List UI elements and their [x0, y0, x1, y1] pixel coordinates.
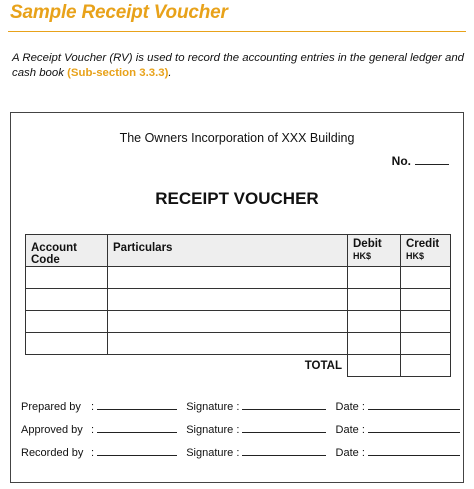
total-label: TOTAL	[304, 359, 342, 372]
date-label: Date	[335, 424, 359, 436]
particulars-cell[interactable]	[108, 311, 348, 333]
prepared-signature-field[interactable]	[242, 399, 326, 410]
credit-cell[interactable]	[401, 333, 451, 355]
total-row	[26, 355, 451, 377]
ledger-header-row	[26, 235, 451, 267]
debit-unit: HK$	[353, 251, 372, 261]
total-credit-cell[interactable]	[401, 355, 451, 377]
signature-label: Signature	[186, 401, 234, 413]
role-label: Recorded by	[21, 447, 84, 459]
intro-end: .	[168, 67, 172, 79]
recorded-signature-field[interactable]	[242, 445, 326, 456]
role-label: Prepared by	[21, 401, 81, 413]
prepared-by-field[interactable]	[97, 399, 177, 410]
receipt-voucher-form	[10, 112, 464, 483]
header-account-code: Account Code	[26, 235, 108, 267]
intro-text: A Receipt Voucher (RV) is used to record the accounting entries in the general ledger and cash book	[12, 52, 464, 79]
approved-date-field[interactable]	[368, 422, 460, 433]
approved-signature-field[interactable]	[242, 422, 326, 433]
total-debit-cell[interactable]	[348, 355, 401, 377]
account-code-cell[interactable]	[26, 333, 108, 355]
credit-cell[interactable]	[401, 267, 451, 289]
voucher-title: RECEIPT VOUCHER	[155, 189, 319, 208]
account-code-cell[interactable]	[26, 289, 108, 311]
signature-label: Signature	[186, 447, 234, 459]
debit-cell[interactable]	[348, 267, 401, 289]
table-row	[26, 289, 451, 311]
particulars-cell[interactable]	[108, 267, 348, 289]
signoff-recorded: Recorded by : Signature : Date :	[21, 445, 460, 459]
particulars-cell[interactable]	[108, 333, 348, 355]
voucher-number-label: No.	[391, 154, 411, 168]
account-code-cell[interactable]	[26, 311, 108, 333]
debit-cell[interactable]	[348, 333, 401, 355]
voucher-number-field[interactable]	[415, 153, 449, 165]
heading-divider	[8, 31, 466, 32]
date-label: Date	[335, 401, 359, 413]
ledger-table	[25, 234, 451, 377]
table-row	[26, 333, 451, 355]
header-credit: Credit HK$	[401, 235, 451, 267]
subsection-reference: (Sub-section 3.3.3)	[67, 67, 169, 79]
account-code-cell[interactable]	[26, 267, 108, 289]
signoff-prepared: Prepared by : Signature : Date :	[21, 399, 460, 413]
voucher-number	[392, 153, 449, 168]
debit-cell[interactable]	[348, 311, 401, 333]
table-row	[26, 311, 451, 333]
signoff-approved: Approved by : Signature : Date :	[21, 422, 460, 436]
prepared-date-field[interactable]	[368, 399, 460, 410]
signature-label: Signature	[186, 424, 234, 436]
particulars-cell[interactable]	[108, 289, 348, 311]
recorded-date-field[interactable]	[368, 445, 460, 456]
date-label: Date	[335, 447, 359, 459]
role-label: Approved by	[21, 424, 83, 436]
debit-cell[interactable]	[348, 289, 401, 311]
organization-name: The Owners Incorporation of XXX Building	[119, 131, 355, 145]
header-debit: Debit HK$	[348, 235, 401, 267]
recorded-by-field[interactable]	[97, 445, 177, 456]
approved-by-field[interactable]	[97, 422, 177, 433]
credit-unit: HK$	[406, 251, 425, 261]
page-heading: Sample Receipt Voucher	[10, 2, 228, 23]
table-row	[26, 267, 451, 289]
credit-cell[interactable]	[401, 311, 451, 333]
header-particulars: Particulars	[108, 235, 348, 267]
intro-paragraph	[12, 51, 464, 81]
credit-cell[interactable]	[401, 289, 451, 311]
